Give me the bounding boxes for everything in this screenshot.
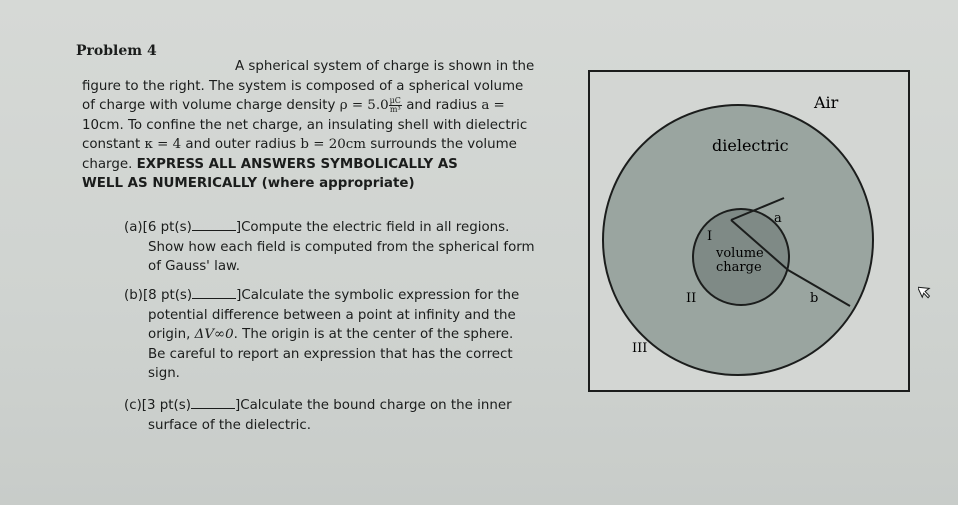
problem-title: Problem 4 xyxy=(76,43,157,59)
intro-line-1: A spherical system of charge is shown in the xyxy=(235,59,535,74)
part-a xyxy=(124,218,564,277)
problem-intro xyxy=(82,57,562,194)
part-a-line-2: Show how each field is computed from the spherical form xyxy=(148,239,535,255)
b-expression: b = 20cm xyxy=(300,137,366,152)
charge-text: charge. xyxy=(82,156,133,172)
air-label: Air xyxy=(814,93,839,112)
part-b-line-1 xyxy=(124,286,564,306)
rho-unit-den: m³ xyxy=(389,104,401,114)
surrounds-text: surrounds the volume xyxy=(370,137,517,152)
part-b-line-5: sign. xyxy=(148,366,180,381)
part-c-line-1 xyxy=(124,396,564,416)
volume-label: volume xyxy=(716,246,764,261)
rho-unit-num: μC xyxy=(389,95,401,105)
intro-line-6 xyxy=(82,155,562,175)
region-iii-label: III xyxy=(632,341,648,356)
part-b-prefix: (b)[8 pt(s) xyxy=(124,288,193,303)
intro-line-4: 10cm. To confine the net charge, an insulating shell with dielectric xyxy=(82,117,528,133)
radius-a-label: a xyxy=(774,211,782,226)
part-a-text-1: ]Compute the electric field in all regions. xyxy=(235,220,510,235)
rho-unit xyxy=(389,97,402,114)
part-c xyxy=(124,396,564,435)
part-c-prefix: (c)[3 pt(s) xyxy=(124,398,191,413)
mouse-cursor-icon xyxy=(918,282,934,300)
part-b-blank xyxy=(192,286,236,299)
part-a-blank xyxy=(192,218,236,231)
intro-line-3 xyxy=(82,96,562,116)
part-a-prefix: (a)[6 pt(s) xyxy=(124,220,192,235)
intro-line-5 xyxy=(82,135,562,155)
part-c-blank xyxy=(191,396,235,409)
rho-expression: ρ = 5.0 xyxy=(339,98,389,113)
radius-b-label: b xyxy=(810,291,819,306)
charge-label: charge xyxy=(716,260,762,275)
constant-text: constant xyxy=(82,137,141,152)
kappa-expression: κ = 4 xyxy=(144,137,182,152)
part-c-line-2: surface of the dielectric. xyxy=(148,417,312,433)
region-ii-label: II xyxy=(686,291,697,306)
intro-line-2: figure to the right. The system is composed of a spherical volume xyxy=(82,78,524,94)
charge-figure xyxy=(588,70,910,392)
part-a-line-1 xyxy=(124,218,564,238)
express-text-2: WELL AS NUMERICALLY (where appropriate) xyxy=(82,176,415,191)
a-expression: a = xyxy=(481,98,505,113)
region-i-label: I xyxy=(707,229,713,244)
dielectric-label: dielectric xyxy=(712,136,789,155)
part-b-origin-rest: . The origin is at the center of the sphere. xyxy=(233,327,514,342)
part-b-text-1: ]Calculate the symbolic expression for the xyxy=(236,288,520,303)
delta-v-symbol: ΔV∞0 xyxy=(194,327,234,342)
intro-line-3-text: of charge with volume charge density xyxy=(82,98,336,113)
part-a-line-3: of Gauss' law. xyxy=(148,259,241,274)
and-radius-text: and radius xyxy=(406,98,478,113)
part-b xyxy=(124,286,564,384)
express-text-1: EXPRESS ALL ANSWERS SYMBOLICALLY AS xyxy=(136,156,458,172)
and-outer-text: and outer radius xyxy=(185,137,297,152)
part-b-line-2: potential difference between a point at infinity and the xyxy=(148,307,516,323)
part-b-origin-text: origin, xyxy=(148,327,191,342)
part-b-line-3 xyxy=(124,325,564,345)
part-b-line-4: Be careful to report an expression that has the correct xyxy=(148,346,513,362)
part-c-text-1: ]Calculate the bound charge on the inner xyxy=(235,398,512,413)
